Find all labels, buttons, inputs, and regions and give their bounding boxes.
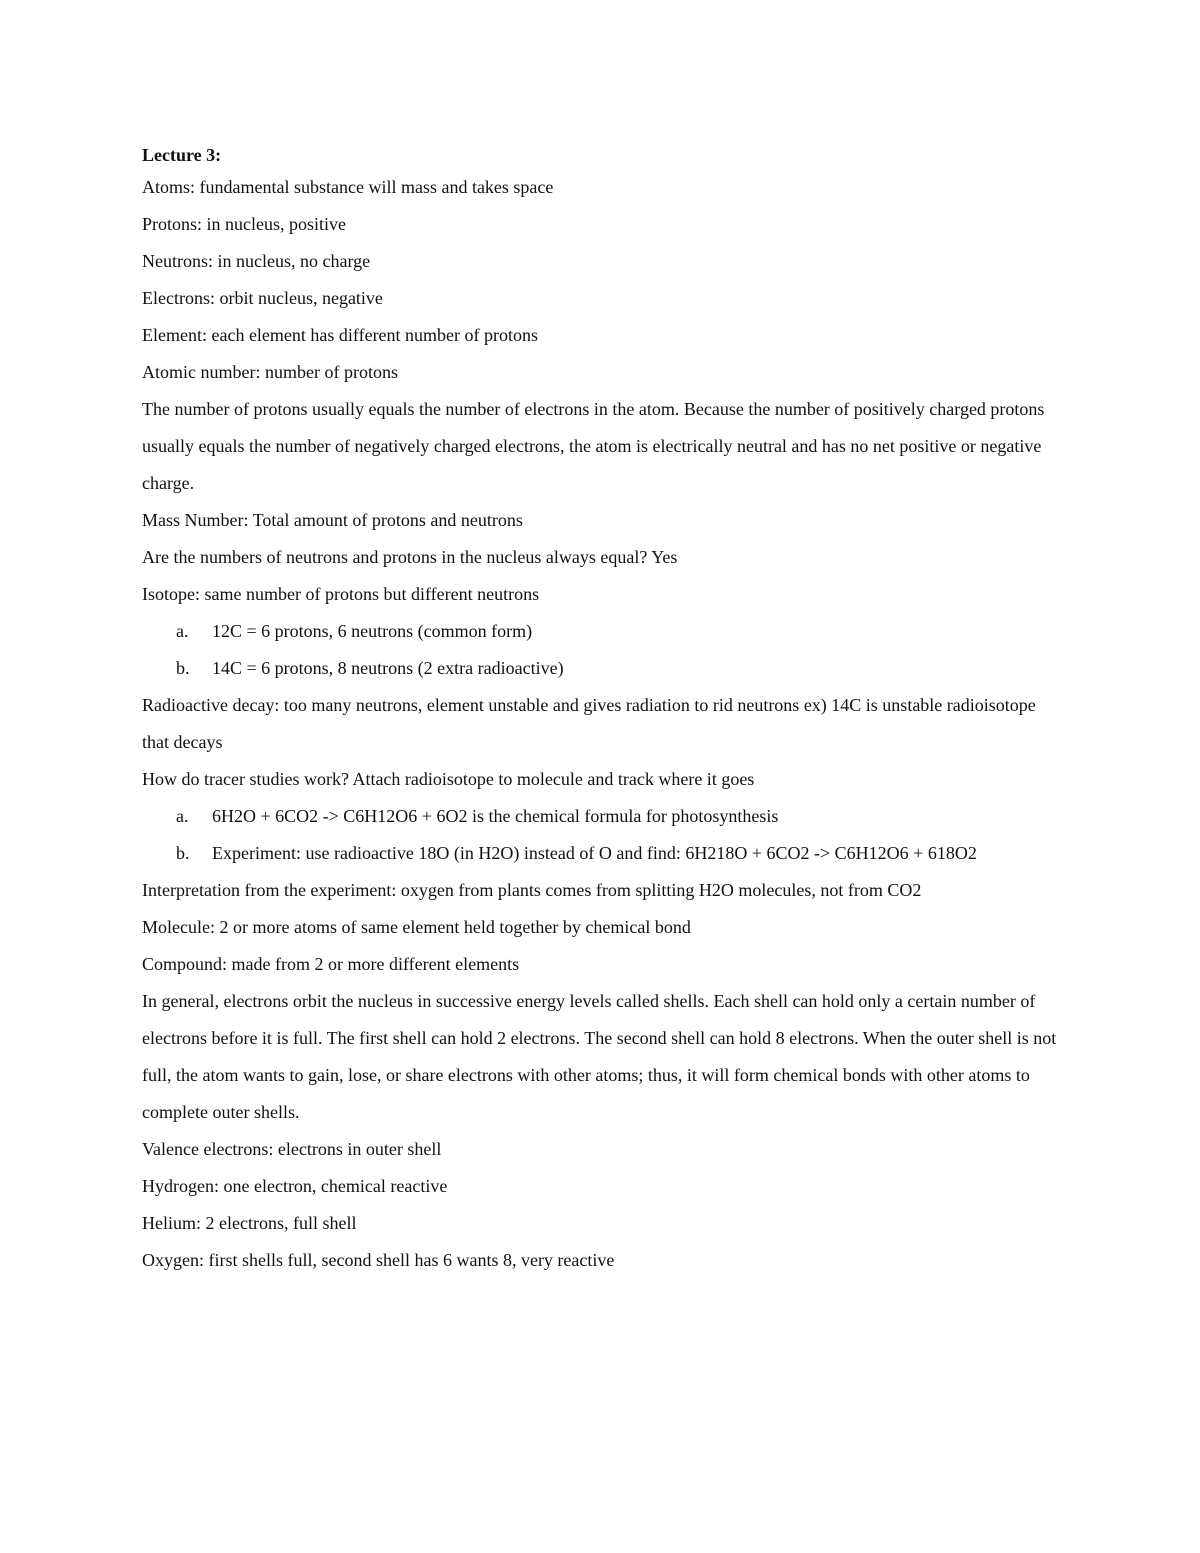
protons-definition: Protons: in nucleus, positive (142, 214, 346, 234)
radioactive-decay-paragraph: Radioactive decay: too many neutrons, element unstable and gives radiation to rid neutrons ex) 14C is unstable radioisotope that decays (142, 695, 1036, 752)
lecture-title: Lecture 3: (142, 145, 222, 165)
interpretation-paragraph: Interpretation from the experiment: oxygen from plants comes from splitting H2O molecules, not from CO2 (142, 880, 922, 900)
list-marker: b. (176, 843, 190, 863)
neutrons-definition: Neutrons: in nucleus, no charge (142, 251, 371, 271)
atomic-number-definition: Atomic number: number of protons (142, 362, 398, 382)
element-definition: Element: each element has different number of protons (142, 325, 539, 345)
molecule-definition: Molecule: 2 or more atoms of same element held together by chemical bond (142, 917, 691, 937)
compound-definition: Compound: made from 2 or more different elements (142, 954, 520, 974)
list-marker: a. (176, 806, 189, 826)
valence-electrons-definition: Valence electrons: electrons in outer shell (142, 1139, 442, 1159)
list-item (142, 798, 1062, 835)
list-item (142, 613, 1062, 650)
list-item (142, 835, 1062, 872)
electrons-definition: Electrons: orbit nucleus, negative (142, 288, 383, 308)
helium-note: Helium: 2 electrons, full shell (142, 1213, 357, 1233)
list-item-text: 6H2O + 6CO2 -> C6H12O6 + 6O2 is the chemical formula for photosynthesis (212, 806, 779, 826)
oxygen-note: Oxygen: first shells full, second shell has 6 wants 8, very reactive (142, 1250, 615, 1270)
atoms-definition: Atoms: fundamental substance will mass and takes space (142, 177, 554, 197)
hydrogen-note: Hydrogen: one electron, chemical reactive (142, 1176, 448, 1196)
list-item (142, 650, 1062, 687)
list-item-text: 14C = 6 protons, 8 neutrons (2 extra radioactive) (212, 658, 564, 678)
tracer-studies-question: How do tracer studies work? Attach radioisotope to molecule and track where it goes (142, 769, 755, 789)
list-item-text: 12C = 6 protons, 6 neutrons (common form) (212, 621, 533, 641)
mass-number-definition: Mass Number: Total amount of protons and neutrons (142, 510, 523, 530)
list-item-text: Experiment: use radioactive 18O (in H2O) instead of O and find: 6H218O + 6CO2 -> C6H12O6 + 618O2 (212, 843, 977, 863)
list-marker: b. (176, 658, 190, 678)
electron-shells-paragraph: In general, electrons orbit the nucleus in successive energy levels called shells. Each shell can hold only a certain number of electrons before it is full. The first shell can hold 2 electrons. The second shell can hold 8 electrons. When the outer shell is not full, the atom wants to gain, lose, or share electrons with other atoms; thus, it will form chemical bonds with other atoms to complete outer shells. (142, 991, 1057, 1122)
neutrons-protons-question: Are the numbers of neutrons and protons in the nucleus always equal? Yes (142, 547, 678, 567)
document-page (142, 141, 1062, 1279)
isotope-list (142, 613, 1062, 687)
list-marker: a. (176, 621, 189, 641)
neutral-atom-paragraph: The number of protons usually equals the number of electrons in the atom. Because the number of positively charged protons usually equals the number of negatively charged electrons, the atom is electrically neutral and has no net positive or negative charge. (142, 399, 1045, 493)
tracer-list (142, 798, 1062, 872)
isotope-definition: Isotope: same number of protons but different neutrons (142, 584, 540, 604)
